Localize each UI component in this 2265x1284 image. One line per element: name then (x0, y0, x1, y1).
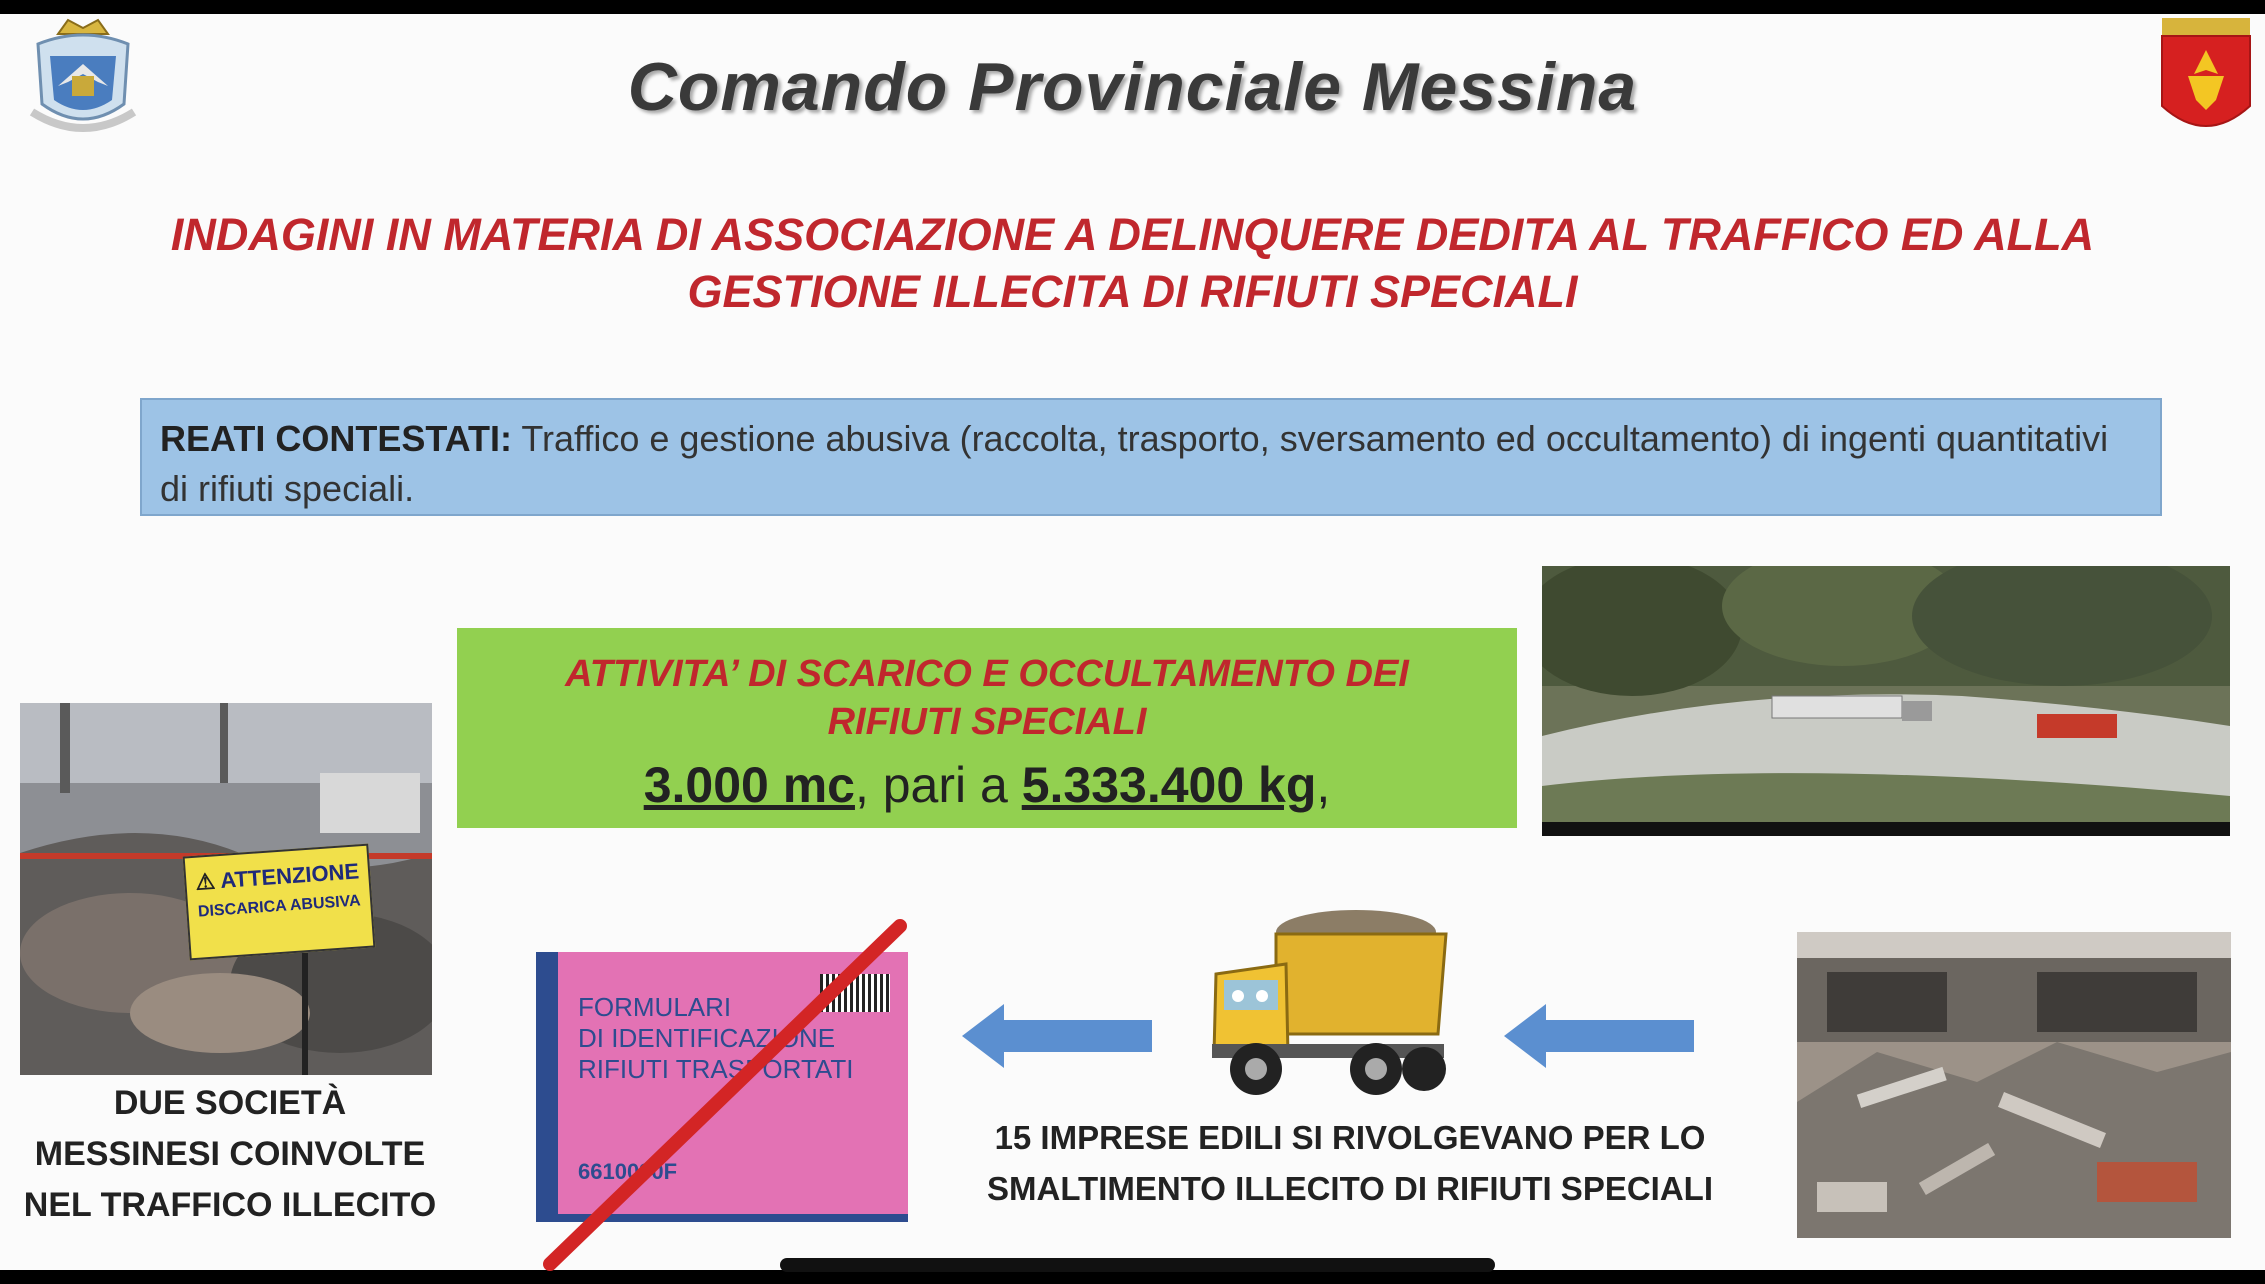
weight-value: 5.333.400 kg (1021, 757, 1317, 813)
arrow-left-icon (1504, 1004, 1704, 1068)
activity-box (457, 628, 1517, 828)
cross-out-line-icon (510, 918, 910, 1274)
companies-caption-line-2: MESSINESI COINVOLTE (34, 1135, 426, 1173)
activity-title-line-1: ATTIVITA’ DI SCARICO E OCCULTAMENTO DEI (565, 653, 1409, 695)
form-book-code: 6610030F (578, 1159, 678, 1184)
activity-title (457, 628, 1517, 746)
warning-sign (183, 844, 376, 961)
subtitle-line-2: GESTIONE ILLECITA DI RIFIUTI SPECIALI (687, 266, 1578, 317)
slide (0, 14, 2265, 1270)
activity-title-line-2: RIFIUTI SPECIALI (827, 701, 1147, 743)
warning-sign-line-1: ATTENZIONE (219, 858, 360, 894)
volume-value: 3.000 mc (643, 757, 855, 813)
companies-caption-line-3: NEL TRAFFICO ILLECITO (23, 1186, 437, 1224)
page-title: Comando Provinciale Messina (627, 49, 1638, 125)
arrow-left-icon (962, 1004, 1162, 1068)
charges-box (140, 398, 2162, 516)
quantity-tail: , (1316, 757, 1331, 813)
home-indicator[interactable] (780, 1258, 1495, 1272)
subtitle-line-1: INDAGINI IN MATERIA DI ASSOCIAZIONE A DELINQUERE DEDITA AL TRAFFICO ED ALLA (170, 209, 2095, 260)
investigation-subtitle (110, 206, 2155, 320)
companies-caption (0, 1078, 460, 1231)
form-book-line-2: DI IDENTIFICAZIONE (578, 1023, 836, 1053)
charges-label: REATI CONTESTATI: (160, 418, 512, 459)
construction-firms-line-1: 15 IMPRESE EDILI SI RIVOLGEVANO PER LO (994, 1119, 1706, 1156)
quantity-connector: , pari a (854, 757, 1022, 813)
form-book-line-3: RIFIUTI TRASPORTATI (578, 1054, 854, 1084)
activity-quantity (457, 756, 1517, 814)
dump-truck-icon (1206, 904, 1456, 1104)
warning-sign-line-2: DISCARICA ABUSIVA (197, 892, 362, 921)
construction-firms-caption (930, 1112, 1770, 1214)
dump-site-photo (1542, 566, 2230, 836)
form-book-line-1: FORMULARI (578, 992, 732, 1022)
companies-caption-line-1: DUE SOCIETÀ (113, 1084, 347, 1122)
charges-text: Traffico e gestione abusiva (raccolta, trasporto, sversamento ed occultamento) di ingenti quantitativi di rifiuti speciali. (160, 418, 2109, 509)
warning-triangle-icon: ⚠ (194, 868, 216, 895)
demolition-rubble-photo (1797, 932, 2231, 1238)
construction-firms-line-2: SMALTIMENTO ILLECITO DI RIFIUTI SPECIALI (987, 1170, 1713, 1207)
